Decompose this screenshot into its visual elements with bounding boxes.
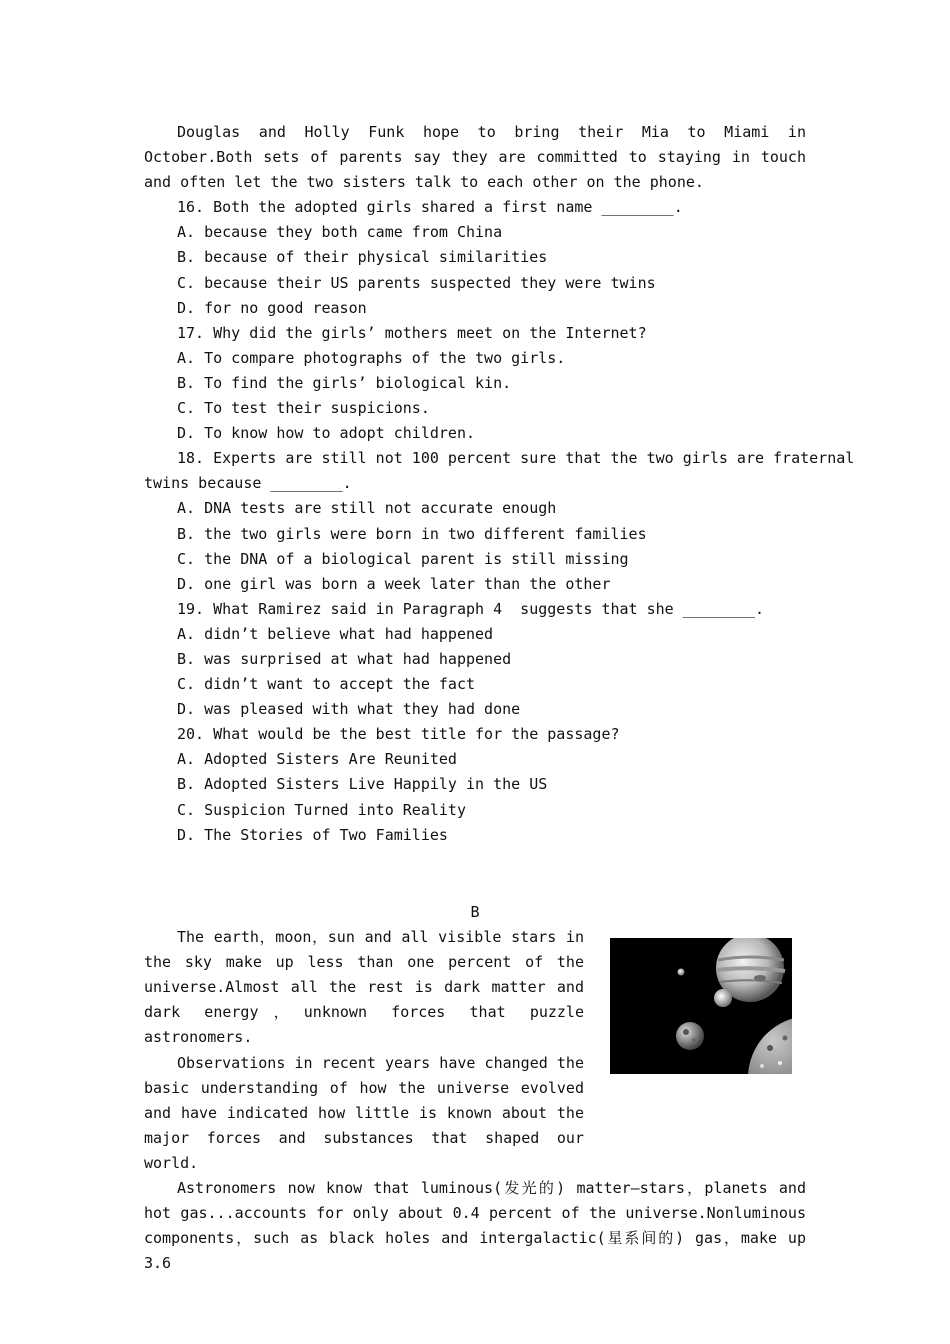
question-18-stem-continued: twins because ________. [144,474,352,493]
question-17-stem: 17. Why did the girls’ mothers meet on the Internet? [177,323,647,342]
question-20-option-d: D. The Stories of Two Families [177,825,448,844]
question-16-stem: 16. Both the adopted girls shared a first name ________. [177,198,683,217]
planets-illustration [610,938,792,1074]
question-19-option-b: B. was surprised at what had happened [177,649,512,668]
section-b-left-column [144,925,584,1176]
question-17-option-a: A. To compare photographs of the two girls. [177,348,566,367]
section-a-questions [144,120,855,848]
question-20-option-c: C. Suspicion Turned into Reality [177,800,466,819]
question-18-option-d: D. one girl was born a week later than the other [177,574,611,593]
europa-moon [714,989,732,1007]
intro-paragraph: Douglas and Holly Funk hope to bring their Mia to Miami in October.Both sets of parents say they are committed to staying in touch and often let the two sisters talk to each other on the phone. [144,123,806,192]
question-16-option-a: A. because they both came from China [177,223,503,242]
question-18-option-c: C. the DNA of a biological parent is still missing [177,549,629,568]
ganymede-moon [676,1022,704,1050]
question-16-option-b: B. because of their physical similarities [177,248,548,267]
question-19-option-c: C. didn’t want to accept the fact [177,675,476,694]
question-19-stem: 19. What Ramirez said in Paragraph 4 suggests that she ________. [177,599,764,618]
question-17-option-d: D. To know how to adopt children. [177,424,476,443]
question-20-option-a: A. Adopted Sisters Are Reunited [177,750,457,769]
section-b-paragraph-1: The earth，moon，sun and all visible stars in the sky make up less than one percent of the universe.Almost all the rest is dark matter and dark energy，unknown forces that puzzle astronomers. [144,928,584,1047]
small-moon [678,969,685,976]
question-19-option-d: D. was pleased with what they had done [177,700,521,719]
question-16-option-d: D. for no good reason [177,298,367,317]
section-b-paragraph-3: Astronomers now know that luminous(发光的) matter—stars，planets and hot gas...accounts for only about 0.4 percent of the universe.Nonluminous components，such as black holes and intergalactic(星系间的) gas，make up 3.6 [144,1179,806,1273]
question-20-option-b: B. Adopted Sisters Live Happily in the US [177,775,548,794]
question-17-option-b: B. To find the girls’ biological kin. [177,373,512,392]
section-b-paragraph-2: Observations in recent years have changed the basic understanding of how the universe evolved and have indicated how little is known about the major forces and substances that shaped our world. [144,1053,584,1172]
question-18-option-a: A. DNA tests are still not accurate enough [177,499,557,518]
question-17-option-c: C. To test their suspicions. [177,399,430,418]
planets-image [610,938,792,1074]
question-16-option-c: C. because their US parents suspected they were twins [177,273,656,292]
question-18-option-b: B. the two girls were born in two different families [177,524,647,543]
question-19-option-a: A. didn’t believe what had happened [177,624,494,643]
section-b-heading: B [470,903,480,921]
section-b-full-width [144,1176,806,1276]
question-20-stem: 20. What would be the best title for the passage? [177,725,620,744]
question-18-stem: 18. Experts are still not 100 percent sure that the two girls are fraternal [177,449,855,468]
